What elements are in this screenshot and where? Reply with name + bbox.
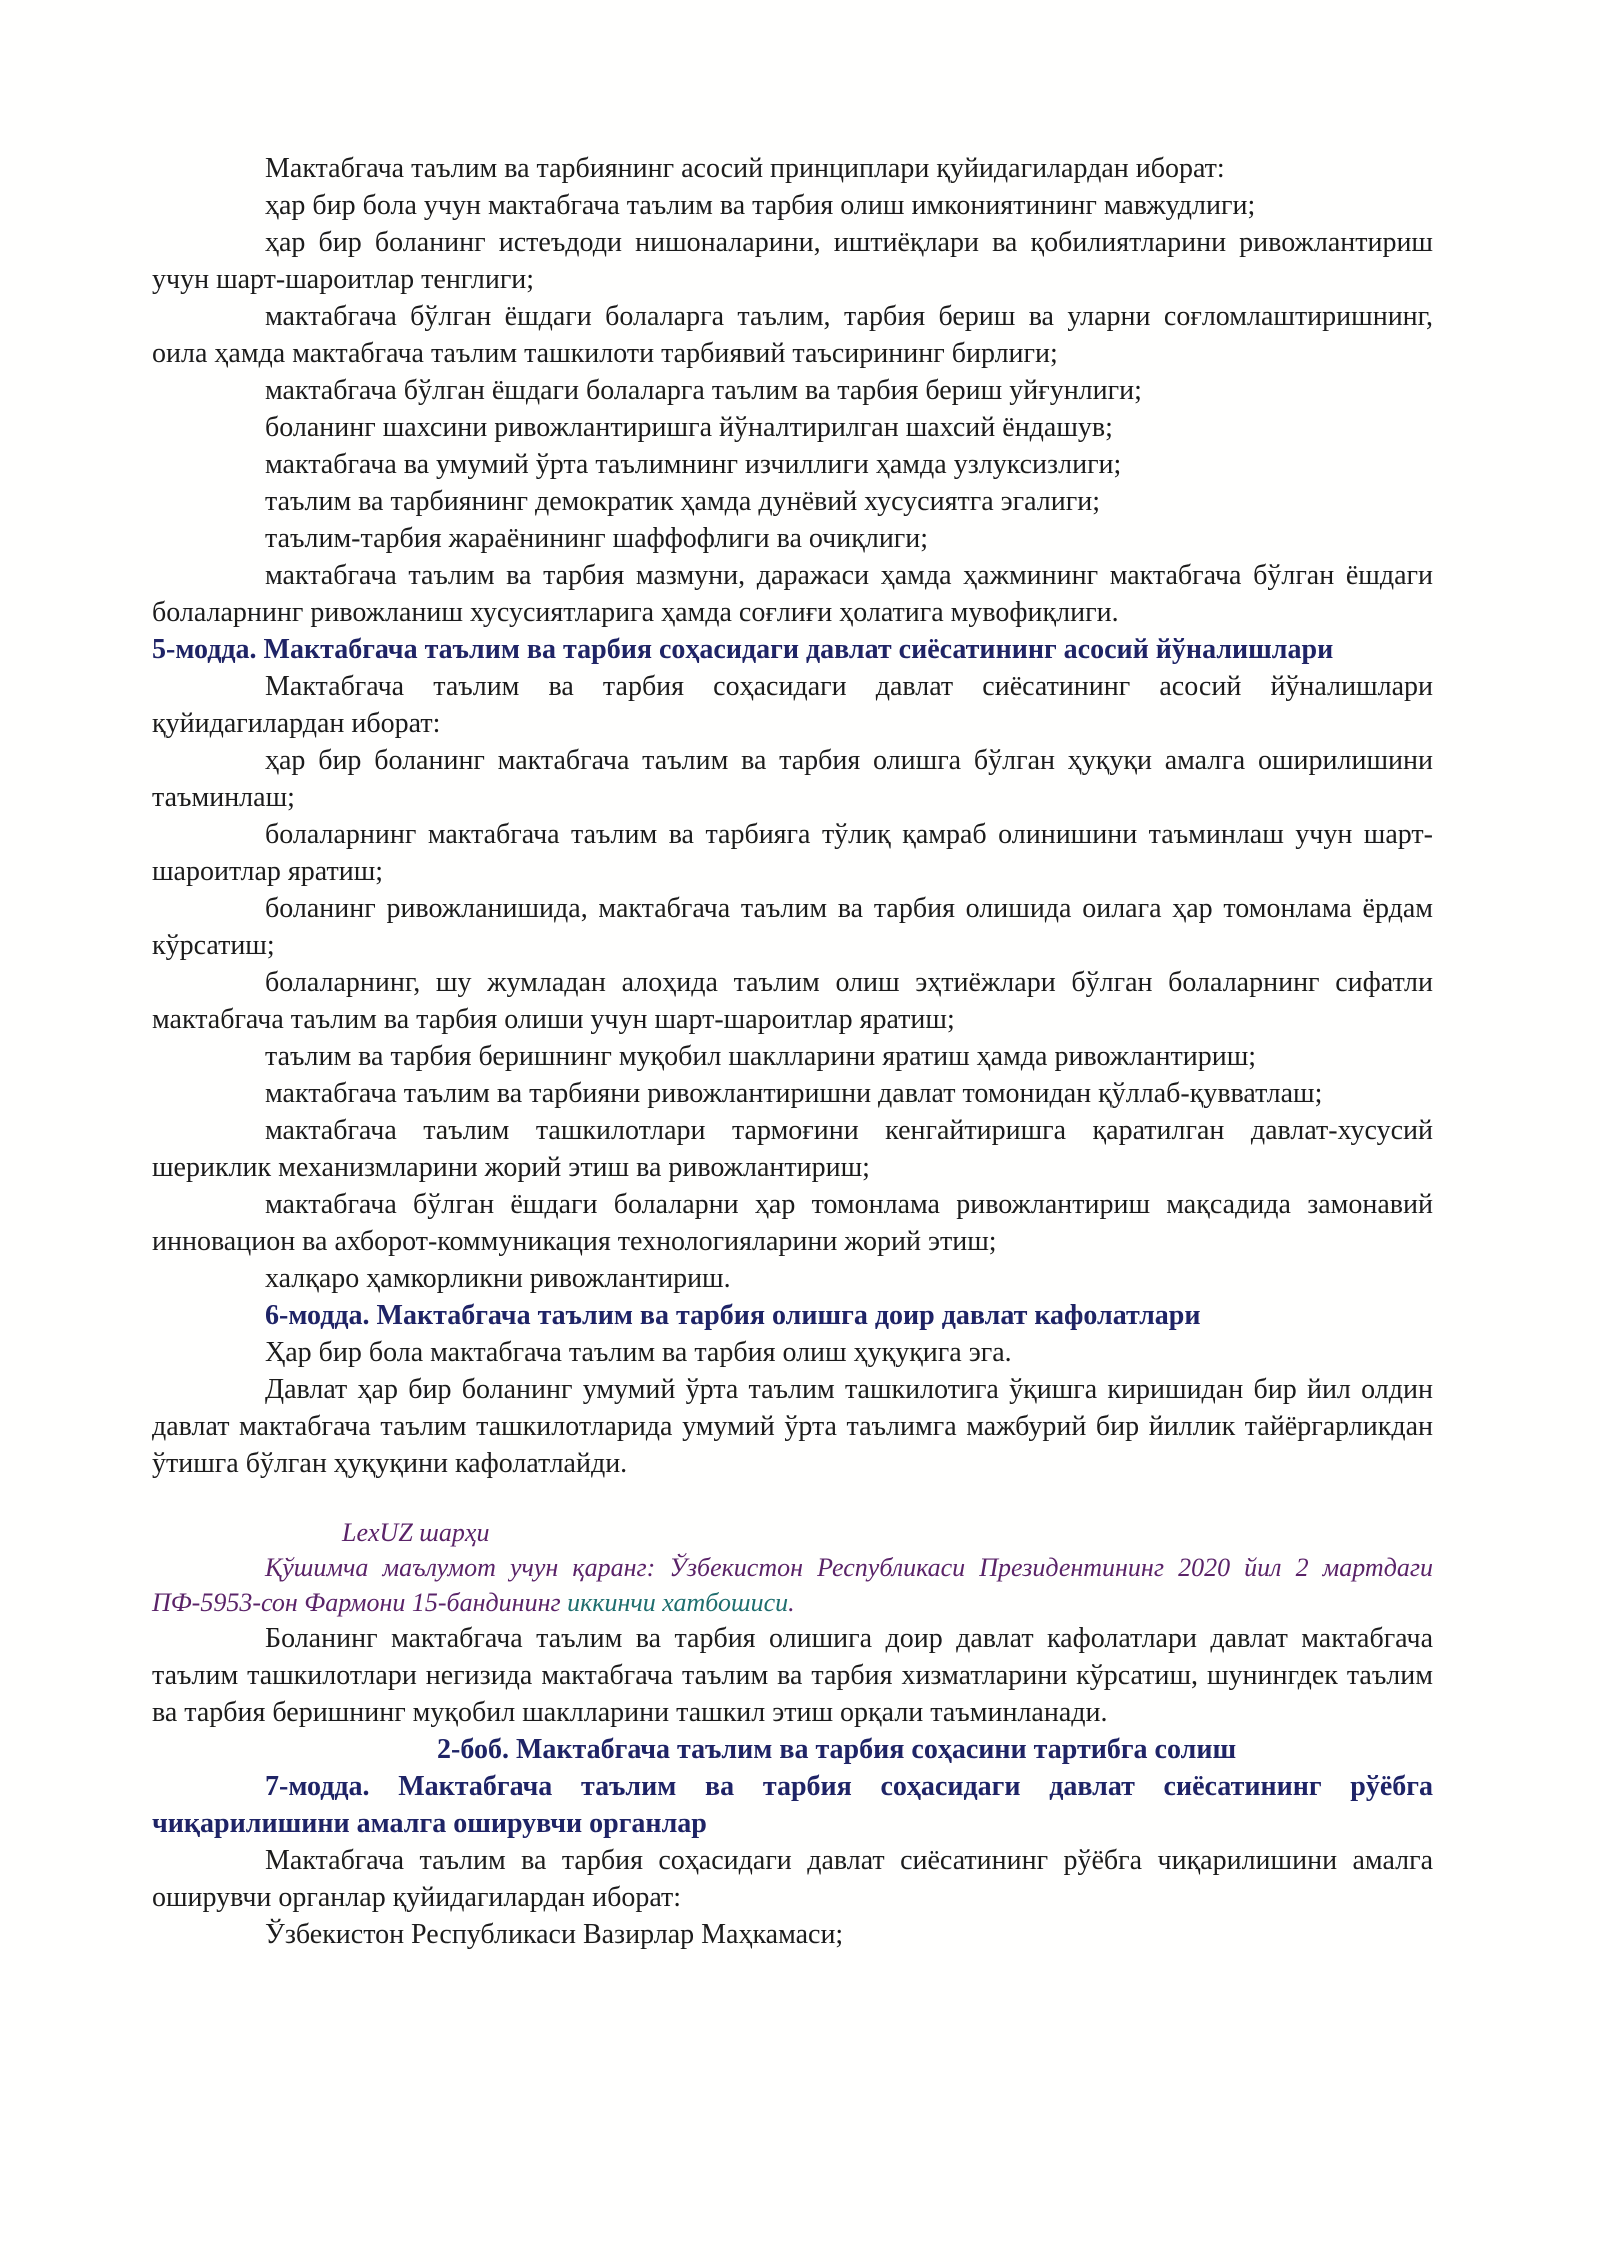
paragraph: боланинг ривожланишида, мактабгача таълим ва тарбия олишида оилага ҳар томонлама ёрдам кўрсатиш; xyxy=(152,893,1433,961)
paragraph: Ҳар бир бола мактабгача таълим ва тарбия олиш ҳуқуқига эга. xyxy=(265,1337,1012,1368)
article-6-heading[interactable]: 6-модда. Мактабгача таълим ва тарбия олишга доир давлат кафолатлари xyxy=(265,1300,1201,1331)
paragraph: Мактабгача таълим ва тарбия соҳасидаги давлат сиёсатининг асосий йўналишлари қуйидагилардан иборат: xyxy=(152,671,1433,739)
chapter-2-heading[interactable]: 2-боб. Мактабгача таълим ва тарбия соҳасини тартибга солиш xyxy=(437,1734,1237,1765)
paragraph: болаларнинг, шу жумладан алоҳида таълим олиш эҳтиёжлари бўлган болаларнинг сифатли мактабгача таълим ва тарбия олиши учун шарт-шароитлар яратиш; xyxy=(152,967,1433,1035)
paragraph: мактабгача бўлган ёшдаги болаларга таълим ва тарбия бериш уйғунлиги; xyxy=(265,375,1142,406)
paragraph: мактабгача бўлган ёшдаги болаларни ҳар томонлама ривожлантириш мақсадида замонавий инновацион ва ахборот-коммуникация технологияларини жорий этиш; xyxy=(152,1189,1433,1257)
spacer xyxy=(152,1482,1433,1515)
note-reference-link[interactable]: иккинчи хатбошиси xyxy=(567,1588,789,1617)
paragraph: ҳар бир боланинг мактабгача таълим ва тарбия олишга бўлган ҳуқуқи амалга оширилишини таъминлаш; xyxy=(152,745,1433,813)
paragraph: халқаро ҳамкорликни ривожлантириш. xyxy=(265,1263,731,1294)
paragraph: мактабгача ва умумий ўрта таълимнинг изчиллиги ҳамда узлуксизлиги; xyxy=(265,449,1122,480)
paragraph: ҳар бир боланинг истеъдоди нишоналарини, иштиёқлари ва қобилиятларини ривожлантириш учун шарт-шароитлар тенглиги; xyxy=(152,227,1433,295)
paragraph: ҳар бир бола учун мактабгача таълим ва тарбия олиш имкониятининг мавжудлиги; xyxy=(265,190,1256,221)
lexuz-note-title: LexUZ шарҳи xyxy=(342,1518,490,1547)
paragraph: таълим ва тарбиянинг демократик ҳамда дунёвий хусусиятга эгалиги; xyxy=(265,486,1100,517)
paragraph: таълим ва тарбия беришнинг муқобил шаклларини яратиш ҳамда ривожлантириш; xyxy=(265,1041,1257,1072)
paragraph: мактабгача таълим ва тарбияни ривожлантиришни давлат томонидан қўллаб-қувватлаш; xyxy=(265,1078,1323,1109)
paragraph: Давлат ҳар бир боланинг умумий ўрта таълим ташкилотига ўқишга киришидан бир йил олдин давлат мактабгача таълим ташкилотларида умумий ўрта таълимга мажбурий бир йиллик тайёргарликдан ўтишга бўлган ҳуқуқини кафолатлайди. xyxy=(152,1374,1433,1479)
paragraph: Мактабгача таълим ва тарбиянинг асосий принциплари қуйидагилардан иборат: xyxy=(265,153,1225,184)
lexuz-note-text xyxy=(152,1550,1433,1620)
paragraph: мактабгача бўлган ёшдаги болаларга таълим, тарбия бериш ва уларни соғломлаштиришнинг, оила ҳамда мактабгача таълим ташкилоти тарбиявий таъсирининг бирлиги; xyxy=(152,301,1433,369)
note-text-after: . xyxy=(788,1588,795,1617)
paragraph: Мактабгача таълим ва тарбия соҳасидаги давлат сиёсатининг рўёбга чиқарилишини амалга оширувчи органлар қуйидагилардан иборат: xyxy=(152,1845,1433,1913)
paragraph: боланинг шахсини ривожлантиришга йўналтирилган шахсий ёндашув; xyxy=(265,412,1113,443)
paragraph: Ўзбекистон Республикаси Вазирлар Маҳкамаси; xyxy=(265,1919,844,1950)
paragraph: мактабгача таълим ва тарбия мазмуни, даражаси ҳамда ҳажмининг мактабгача бўлган ёшдаги болаларнинг ривожланиш хусусиятларига ҳамда соғлиғи ҳолатига мувофиқлиги. xyxy=(152,560,1433,628)
article-7-heading[interactable]: 7-модда. Мактабгача таълим ва тарбия соҳасидаги давлат сиёсатининг рўёбга чиқарилишини амалга оширувчи органлар xyxy=(152,1771,1433,1839)
paragraph: таълим-тарбия жараёнининг шаффофлиги ва очиқлиги; xyxy=(265,523,929,554)
article-5-heading[interactable]: 5-модда. Мактабгача таълим ва тарбия соҳасидаги давлат сиёсатининг асосий йўналишлари xyxy=(152,634,1334,665)
paragraph: мактабгача таълим ташкилотлари тармоғини кенгайтиришга қаратилган давлат-хусусий шериклик механизмларини жорий этиш ва ривожлантириш; xyxy=(152,1115,1433,1183)
paragraph: Боланинг мактабгача таълим ва тарбия олишига доир давлат кафолатлари давлат мактабгача таълим ташкилотлари негизида мактабгача таълим ва тарбия хизматларини кўрсатиш, шунингдек таълим ва тарбия беришнинг муқобил шаклларини ташкил этиш орқали таъминланади. xyxy=(152,1623,1433,1728)
note-text-before: Қўшимча маълумот учун қаранг: Ўзбекистон Республикаси Президентининг 2020 йил 2 мартдаги ПФ-5953-сон Фармони 15-бандининг xyxy=(152,1553,1433,1617)
paragraph: болаларнинг мактабгача таълим ва тарбияга тўлиқ қамраб олинишини таъминлаш учун шарт-шароитлар яратиш; xyxy=(152,819,1433,887)
